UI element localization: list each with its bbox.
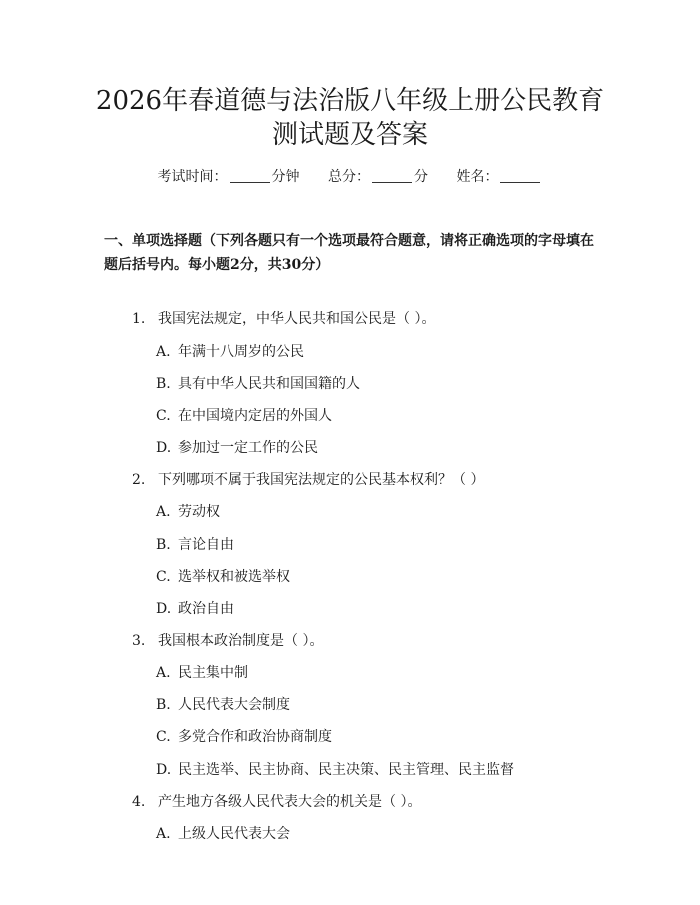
option-text: 在中国境内定居的外国人 — [178, 408, 332, 424]
question-3-option-a[interactable] — [156, 663, 248, 683]
option-letter: B. — [156, 376, 171, 392]
total-score-unit: 分 — [414, 169, 428, 185]
question-1-option-b[interactable] — [156, 374, 360, 394]
student-name-blank[interactable] — [500, 168, 540, 183]
question-2-option-b[interactable] — [156, 535, 234, 555]
question-text: 我国根本政治制度是（ ）。 — [158, 633, 324, 649]
question-2 — [132, 470, 484, 490]
option-text: 民主集中制 — [178, 665, 248, 681]
question-3-option-d[interactable] — [156, 760, 514, 780]
option-text: 多党合作和政治协商制度 — [178, 729, 332, 745]
option-text: 具有中华人民共和国国籍的人 — [178, 376, 360, 392]
option-letter: C. — [156, 569, 171, 585]
question-number: 4. — [132, 794, 146, 810]
question-text: 下列哪项不属于我国宪法规定的公民基本权利？（ ） — [158, 472, 485, 488]
question-1-option-d[interactable] — [156, 438, 318, 458]
question-3-option-b[interactable] — [156, 695, 290, 715]
question-3-option-c[interactable] — [156, 727, 332, 747]
question-number: 3. — [132, 633, 146, 649]
question-2-option-a[interactable] — [156, 502, 220, 522]
question-3 — [132, 631, 323, 651]
option-letter: B. — [156, 697, 171, 713]
question-text: 我国宪法规定，中华人民共和国公民是（ ）。 — [158, 311, 436, 327]
question-1 — [132, 309, 435, 329]
option-letter: C. — [156, 408, 171, 424]
option-letter: A. — [156, 826, 171, 842]
question-1-option-c[interactable] — [156, 406, 332, 426]
total-score-label: 总分： — [328, 169, 370, 185]
document-title-line2: 测试题及答案 — [271, 120, 428, 150]
option-text: 言论自由 — [178, 537, 234, 553]
option-text: 选举权和被选举权 — [178, 569, 290, 585]
option-text: 上级人民代表大会 — [178, 826, 290, 842]
option-letter: A. — [156, 344, 171, 360]
option-text: 参加过一定工作的公民 — [178, 440, 318, 456]
option-letter: D. — [156, 601, 172, 617]
option-text: 人民代表大会制度 — [178, 697, 290, 713]
option-text: 民主选举、民主协商、民主决策、民主管理、民主监督 — [178, 762, 514, 778]
document-title-line1: 2026年春道德与法治版八年级上册公民教育 — [95, 86, 605, 116]
exam-time-label: 考试时间： — [157, 169, 228, 185]
question-number: 1. — [132, 311, 146, 327]
option-text: 政治自由 — [178, 601, 234, 617]
option-text: 年满十八周岁的公民 — [178, 344, 304, 360]
total-score-blank[interactable] — [372, 168, 412, 183]
question-text: 产生地方各级人民代表大会的机关是（ ）。 — [158, 794, 422, 810]
option-letter: D. — [156, 440, 172, 456]
question-2-option-c[interactable] — [156, 567, 290, 587]
total-score-field — [328, 167, 428, 187]
student-name-field — [456, 167, 542, 187]
option-letter: B. — [156, 537, 171, 553]
question-4-option-a[interactable] — [156, 824, 290, 844]
option-letter: D. — [156, 762, 172, 778]
exam-time-unit: 分钟 — [271, 169, 300, 185]
question-4 — [132, 792, 421, 812]
section-heading: 一、单项选择题（下列各题只有一个选项最符合题意，请将正确选项的字母填在题后括号内。每小题2分，共30分） — [104, 233, 594, 273]
exam-meta-row — [0, 167, 700, 187]
question-number: 2. — [132, 472, 146, 488]
question-2-option-d[interactable] — [156, 599, 234, 619]
student-name-label: 姓名： — [456, 169, 499, 185]
option-letter: A. — [156, 504, 171, 520]
exam-time-field — [158, 167, 300, 187]
option-letter: A. — [156, 665, 171, 681]
option-letter: C. — [156, 729, 171, 745]
exam-time-blank[interactable] — [230, 168, 270, 183]
option-text: 劳动权 — [178, 504, 220, 520]
question-1-option-a[interactable] — [156, 342, 304, 362]
